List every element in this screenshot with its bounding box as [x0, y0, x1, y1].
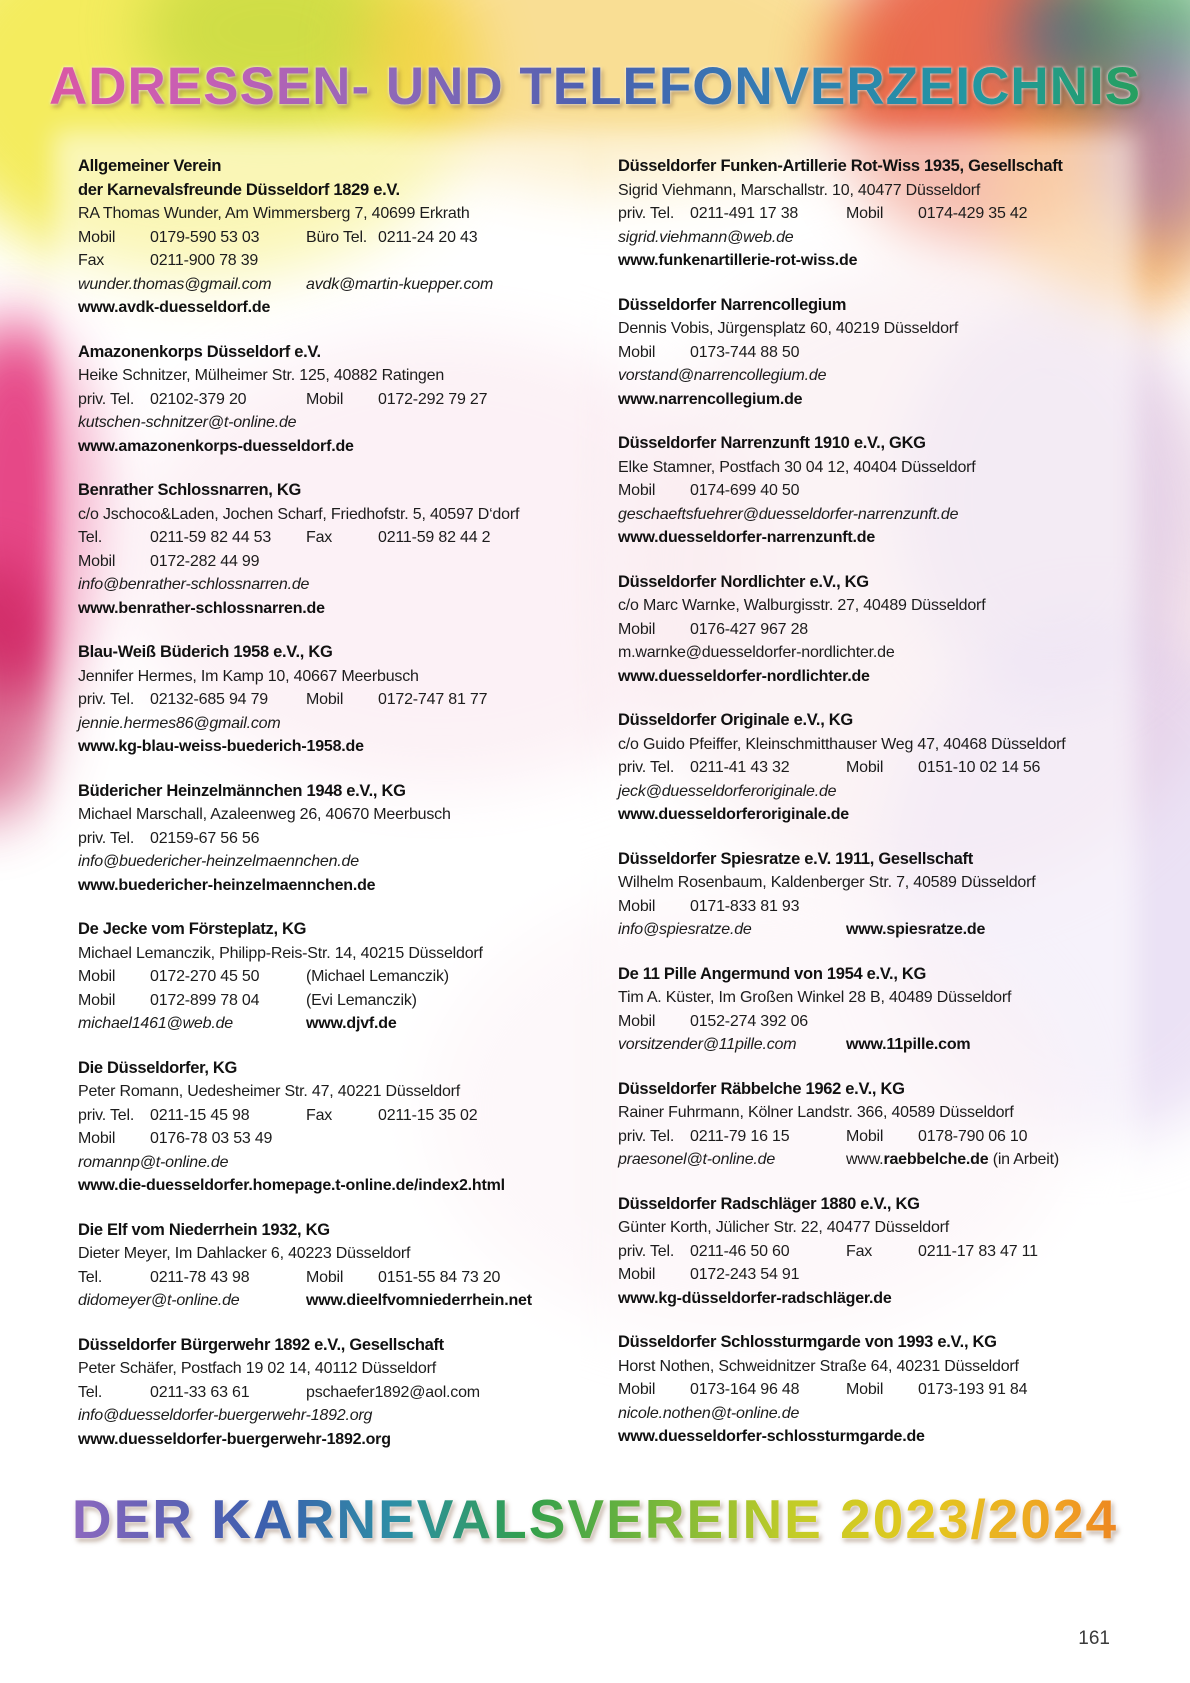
text-segment: Mobil	[846, 759, 884, 776]
entry-line	[618, 503, 1113, 527]
entry-line	[78, 874, 573, 898]
entry-line	[78, 273, 573, 297]
entry-line	[78, 989, 573, 1013]
entry-line	[618, 179, 1113, 203]
text-segment: priv. Tel.	[618, 1242, 675, 1260]
text-segment: 0179-590 53 03	[150, 228, 260, 246]
text-segment: Tel.	[78, 1383, 103, 1401]
website-text: www.benrather-schlossnarren.de	[78, 599, 325, 617]
text-segment: 0211-59 82 44 53	[150, 529, 272, 546]
entry-line	[78, 249, 573, 273]
text-segment: Mobil	[618, 343, 656, 361]
column-left	[78, 155, 573, 1472]
footer-title: DER KARNEVALSVEREINE 2023/2024	[0, 1487, 1190, 1551]
text-segment: c/o Marc Warnke, Walburgisstr. 27, 40489 Düsseldorf	[618, 597, 986, 614]
entry-line	[618, 249, 1113, 273]
website-text: www.raebbelche.de (in Arbeit)	[846, 1151, 1059, 1168]
website-text: www.duesseldorfer-buergerwehr-1892.org	[78, 1430, 391, 1448]
website-text: www.dieelfvomniederrhein.net	[306, 1292, 532, 1309]
text-segment: Fax	[306, 1106, 333, 1124]
text-segment: Tim A. Küster, Im Großen Winkel 28 B, 40489 Düsseldorf	[618, 989, 1012, 1006]
email-text: nicole.nothen@t-online.de	[618, 1404, 800, 1422]
text-segment: 0176-427 967 28	[690, 620, 809, 638]
text-segment: Büro Tel.	[306, 228, 368, 246]
text-segment: 0172-243 54 91	[690, 1266, 800, 1283]
entry-name: Düsseldorfer Originale e.V., KG	[618, 711, 853, 729]
entry-line	[78, 597, 573, 621]
text-segment: 0173-744 88 50	[690, 343, 800, 361]
entry-line	[618, 1148, 1113, 1172]
entry-line	[78, 526, 573, 550]
text-segment: Mobil	[846, 1381, 884, 1398]
text-segment: Mobil	[846, 205, 884, 222]
text-segment: Dieter Meyer, Im Dahlacker 6, 40223 Düsseldorf	[78, 1245, 411, 1262]
text-segment: Michael Lemanczik, Philipp-Reis-Str. 14, 40215 Düsseldorf	[78, 944, 483, 962]
text-segment: pschaefer1892@aol.com	[306, 1383, 480, 1401]
directory-entry	[78, 1334, 573, 1452]
entry-line	[78, 1404, 573, 1428]
text-segment: 0151-55 84 73 20	[378, 1268, 501, 1286]
text-segment: 0173-193 91 84	[918, 1381, 1028, 1398]
text-segment: 0211-46 50 60	[690, 1242, 790, 1260]
entry-line	[618, 1378, 1113, 1402]
entry-line	[618, 986, 1113, 1010]
website-text: www.avdk-duesseldorf.de	[78, 299, 271, 316]
text-segment: Mobil	[618, 1012, 656, 1030]
entry-line	[78, 296, 573, 320]
text-segment: 0171-833 81 93	[690, 897, 800, 915]
text-segment: 0172-899 78 04	[150, 991, 260, 1009]
entry-name: Düsseldorfer Radschläger 1880 e.V., KG	[618, 1194, 920, 1213]
text-segment: Sigrid Viehmann, Marschallstr. 10, 40477 Düsseldorf	[618, 181, 981, 199]
entry-line	[618, 1125, 1113, 1149]
website-text: www.11pille.com	[846, 1036, 971, 1053]
entry-line	[618, 1101, 1113, 1125]
text-segment: Mobil	[306, 390, 344, 408]
entry-line	[78, 1080, 573, 1104]
text-segment: 02159-67 56 56	[150, 829, 260, 847]
entry-line	[78, 1428, 573, 1452]
entry-line	[78, 803, 573, 827]
text-segment: Mobil	[618, 1266, 656, 1283]
entry-line	[78, 364, 573, 388]
email-text: michael1461@web.de	[78, 1015, 233, 1032]
directory-entry	[78, 918, 573, 1036]
text-segment: 0211-33 63 61	[150, 1383, 250, 1401]
directory-entry	[78, 780, 573, 898]
text-segment: Peter Romann, Uedesheimer Str. 47, 40221 Düsseldorf	[78, 1083, 461, 1100]
directory-entry	[78, 155, 573, 320]
email-text: jeck@duesseldorferoriginale.de	[618, 782, 837, 800]
text-segment: 0211-17 83 47 11	[918, 1242, 1038, 1260]
text-segment: 0151-10 02 14 56	[918, 759, 1041, 776]
entry-line	[78, 202, 573, 226]
entry-line	[618, 1402, 1113, 1426]
entry-name: der Karnevalsfreunde Düsseldorf 1829 e.V.	[78, 180, 400, 199]
text-segment: 0152-274 392 06	[690, 1012, 809, 1030]
entry-name: Düsseldorfer Spiesratze e.V. 1911, Gesellschaft	[618, 849, 973, 868]
email-text: avdk@martin-kuepper.com	[306, 275, 494, 293]
text-segment: Jennifer Hermes, Im Kamp 10, 40667 Meerbusch	[78, 667, 419, 685]
entry-name: Amazonenkorps Düsseldorf e.V.	[78, 342, 321, 361]
text-segment: Mobil	[78, 968, 116, 985]
email-text: didomeyer@t-online.de	[78, 1292, 240, 1309]
entry-line	[618, 1263, 1113, 1287]
text-segment: 0178-790 06 10	[918, 1127, 1028, 1145]
website-text: www.kg-blau-weiss-buederich-1958.de	[78, 738, 364, 755]
text-segment: 02102-379 20	[150, 390, 247, 408]
text-segment: 0211-15 35 02	[378, 1106, 478, 1124]
text-segment: 0211-59 82 44 2	[378, 529, 491, 546]
entry-line	[78, 1242, 573, 1266]
email-text: info@spiesratze.de	[618, 921, 752, 938]
entry-line	[78, 411, 573, 435]
text-segment: 0211-78 43 98	[150, 1268, 250, 1286]
text-segment: Mobil	[306, 691, 344, 708]
email-text: wunder.thomas@gmail.com	[78, 275, 272, 293]
text-segment: priv. Tel.	[618, 759, 675, 776]
text-segment: Peter Schäfer, Postfach 19 02 14, 40112 Düsseldorf	[78, 1360, 436, 1377]
text-segment: 0211-900 78 39	[150, 252, 259, 269]
entry-name: Allgemeiner Verein	[78, 157, 222, 175]
directory-entry	[618, 571, 1113, 689]
directory-entry	[78, 1219, 573, 1313]
entry-name: De Jecke vom Försteplatz, KG	[78, 920, 307, 938]
text-segment: 0174-429 35 42	[918, 205, 1028, 222]
entry-line	[78, 1357, 573, 1381]
entry-line	[618, 1355, 1113, 1379]
text-segment: 0211-79 16 15	[690, 1127, 790, 1145]
text-segment: Elke Stamner, Postfach 30 04 12, 40404 Düsseldorf	[618, 458, 976, 476]
text-segment: Dennis Vobis, Jürgensplatz 60, 40219 Düsseldorf	[618, 320, 959, 337]
entry-name: Die Elf vom Niederrhein 1932, KG	[78, 1220, 330, 1239]
email-text: sigrid.viehmann@web.de	[618, 228, 794, 246]
website-text: www.duesseldorfer-nordlichter.de	[618, 667, 870, 685]
entry-name: Blau-Weiß Büderich 1958 e.V., KG	[78, 643, 333, 661]
website-text: www.duesseldorferoriginale.de	[618, 806, 849, 823]
website-text: www.funkenartillerie-rot-wiss.de	[618, 252, 858, 269]
text-segment: 0176-78 03 53 49	[150, 1130, 273, 1147]
entry-line	[618, 317, 1113, 341]
text-segment: Michael Marschall, Azaleenweg 26, 40670 Meerbusch	[78, 806, 451, 823]
text-segment: c/o Jschoco&Laden, Jochen Scharf, Friedhofstr. 5, 40597 D‘dorf	[78, 505, 520, 523]
entry-line	[618, 665, 1113, 689]
directory-entry	[618, 1078, 1113, 1172]
text-segment: Mobil	[618, 482, 656, 499]
text-segment: Horst Nothen, Schweidnitzer Straße 64, 40231 Düsseldorf	[618, 1357, 1019, 1375]
text-segment: 02132-685 94 79	[150, 691, 269, 708]
text-segment: Mobil	[618, 620, 656, 638]
email-text: info@buedericher-heinzelmaennchen.de	[78, 853, 359, 870]
website-text: www.spiesratze.de	[846, 921, 986, 938]
text-segment: Rainer Fuhrmann, Kölner Landstr. 366, 40589 Düsseldorf	[618, 1104, 1014, 1121]
text-segment: Mobil	[306, 1268, 344, 1286]
entry-name: De 11 Pille Angermund von 1954 e.V., KG	[618, 964, 927, 983]
entry-line	[618, 871, 1113, 895]
entry-line	[78, 712, 573, 736]
directory-entry	[618, 294, 1113, 412]
text-segment: Mobil	[846, 1127, 884, 1145]
text-segment: (Evi Lemanczik)	[306, 991, 417, 1009]
entry-line	[78, 1174, 573, 1198]
entry-line	[78, 388, 573, 412]
entry-line	[618, 1425, 1113, 1449]
text-segment: Mobil	[618, 897, 656, 915]
entry-line	[618, 594, 1113, 618]
text-segment: 0174-699 40 50	[690, 482, 800, 499]
text-segment: priv. Tel.	[78, 691, 135, 708]
directory-entry	[618, 155, 1113, 273]
email-text: vorstand@narrencollegium.de	[618, 367, 827, 384]
entry-line	[618, 526, 1113, 550]
entry-name: Düsseldorfer Räbbelche 1962 e.V., KG	[618, 1079, 905, 1098]
text-segment: Heike Schnitzer, Mülheimer Str. 125, 40882 Ratingen	[78, 367, 445, 384]
text-segment: 0211-41 43 32	[690, 759, 790, 776]
entry-line	[618, 1240, 1113, 1264]
entry-line	[618, 618, 1113, 642]
text-segment: 0172-747 81 77	[378, 691, 488, 708]
entry-name: Düsseldorfer Funken-Artillerie Rot-Wiss 1935, Gesellschaft	[618, 157, 1063, 175]
entry-line	[78, 850, 573, 874]
entry-line	[78, 1381, 573, 1405]
text-segment: priv. Tel.	[618, 205, 675, 222]
entry-line	[618, 895, 1113, 919]
directory-entry	[618, 848, 1113, 942]
website-text: www.buedericher-heinzelmaennchen.de	[78, 876, 376, 894]
text-segment: Fax	[78, 252, 105, 269]
text-segment: 0211-15 45 98	[150, 1106, 250, 1124]
entry-line	[618, 756, 1113, 780]
entry-line	[618, 1033, 1113, 1057]
entry-line	[78, 942, 573, 966]
entry-name: Die Düsseldorfer, KG	[78, 1058, 238, 1077]
website-text: www.duesseldorfer-narrenzunft.de	[618, 529, 876, 546]
entry-line	[618, 1287, 1113, 1311]
email-text: praesonel@t-online.de	[618, 1151, 776, 1168]
website-text: www.die-duesseldorfer.homepage.t-online.de/index2.html	[78, 1177, 505, 1194]
directory-entry	[618, 709, 1113, 827]
entry-line	[618, 456, 1113, 480]
directory-entry	[78, 479, 573, 620]
text-segment: Mobil	[78, 552, 116, 570]
entry-name: Düsseldorfer Nordlichter e.V., KG	[618, 572, 869, 591]
text-segment: priv. Tel.	[78, 1106, 135, 1124]
directory-entry	[78, 641, 573, 759]
entry-line	[618, 803, 1113, 827]
entry-line	[78, 1266, 573, 1290]
entry-name: Düsseldorfer Schlossturmgarde von 1993 e.V., KG	[618, 1333, 997, 1351]
entry-line	[78, 1127, 573, 1151]
entry-line	[78, 827, 573, 851]
text-segment: priv. Tel.	[78, 829, 135, 847]
entry-name: Düsseldorfer Narrenzunft 1910 e.V., GKG	[618, 434, 926, 452]
directory-entry	[78, 341, 573, 459]
entry-line	[618, 479, 1113, 503]
directory-entry	[618, 1331, 1113, 1449]
directory-entry	[618, 1193, 1113, 1311]
entry-line	[78, 573, 573, 597]
entry-line	[618, 641, 1113, 665]
text-segment: 0211-24 20 43	[378, 228, 478, 246]
page-number: 161	[1078, 1628, 1110, 1649]
email-text: info@benrather-schlossnarren.de	[78, 576, 310, 593]
column-right	[618, 155, 1113, 1472]
text-segment: m.warnke@duesseldorfer-nordlichter.de	[618, 644, 895, 661]
email-text: info@duesseldorfer-buergerwehr-1892.org	[78, 1407, 373, 1424]
entry-line	[78, 665, 573, 689]
text-segment: RA Thomas Wunder, Am Wimmersberg 7, 40699 Erkrath	[78, 205, 470, 222]
text-segment: 0211-491 17 38	[690, 205, 799, 222]
text-segment: Fax	[306, 529, 333, 546]
entry-line	[78, 965, 573, 989]
directory-entry	[618, 963, 1113, 1057]
entry-line	[618, 226, 1113, 250]
text-segment: priv. Tel.	[618, 1127, 675, 1145]
entry-name: Düsseldorfer Narrencollegium	[618, 295, 847, 314]
text-segment: Fax	[846, 1242, 873, 1260]
entry-line	[618, 202, 1113, 226]
entry-line	[618, 733, 1113, 757]
text-segment: priv. Tel.	[78, 390, 135, 408]
text-segment: 0173-164 96 48	[690, 1381, 800, 1398]
entry-line	[618, 388, 1113, 412]
entry-line	[78, 503, 573, 527]
entry-line	[618, 780, 1113, 804]
entry-line	[78, 435, 573, 459]
website-text: www.amazonenkorps-duesseldorf.de	[78, 437, 354, 455]
email-text: vorsitzender@11pille.com	[618, 1036, 797, 1053]
entry-line	[618, 1010, 1113, 1034]
entry-line	[618, 1216, 1113, 1240]
entry-line	[78, 735, 573, 759]
entry-name: Büdericher Heinzelmännchen 1948 e.V., KG	[78, 781, 406, 800]
text-segment: Günter Korth, Jülicher Str. 22, 40477 Düsseldorf	[618, 1219, 950, 1236]
website-text: www.djvf.de	[306, 1015, 397, 1032]
website-text: www.kg-düsseldorfer-radschläger.de	[618, 1289, 892, 1307]
email-text: geschaeftsfuehrer@duesseldorfer-narrenzunft.de	[618, 505, 959, 523]
email-text: kutschen-schnitzer@t-online.de	[78, 414, 297, 431]
directory-entry	[618, 432, 1113, 550]
entry-line	[78, 550, 573, 574]
website-text: www.duesseldorfer-schlossturmgarde.de	[618, 1428, 925, 1445]
text-segment: 0172-282 44 99	[150, 552, 260, 570]
entry-line	[618, 341, 1113, 365]
directory-entry	[78, 1057, 573, 1198]
email-text: jennie.hermes86@gmail.com	[78, 714, 281, 732]
entry-name: Düsseldorfer Bürgerwehr 1892 e.V., Gesellschaft	[78, 1335, 444, 1354]
entry-line	[618, 364, 1113, 388]
text-segment: Wilhelm Rosenbaum, Kaldenberger Str. 7, 40589 Düsseldorf	[618, 874, 1036, 891]
email-text: romannp@t-online.de	[78, 1153, 229, 1171]
text-segment: c/o Guido Pfeiffer, Kleinschmitthauser Weg 47, 40468 Düsseldorf	[618, 735, 1066, 753]
entry-line	[78, 1151, 573, 1175]
entry-line	[78, 688, 573, 712]
text-segment: Tel.	[78, 529, 103, 546]
text-segment: (Michael Lemanczik)	[306, 968, 449, 985]
entry-name: Benrather Schlossnarren, KG	[78, 481, 301, 499]
text-segment: Mobil	[78, 991, 116, 1009]
website-text: www.narrencollegium.de	[618, 390, 803, 408]
entry-line	[78, 1104, 573, 1128]
page-title: ADRESSEN- UND TELEFONVERZEICHNIS	[0, 56, 1190, 117]
entry-line	[78, 1289, 573, 1313]
entry-line	[78, 1012, 573, 1036]
text-segment: 0172-270 45 50	[150, 968, 260, 985]
text-segment: Mobil	[78, 1130, 116, 1147]
entry-line	[78, 226, 573, 250]
text-segment: Mobil	[78, 228, 116, 246]
entry-line	[618, 918, 1113, 942]
text-segment: 0172-292 79 27	[378, 390, 488, 408]
text-segment: Mobil	[618, 1381, 656, 1398]
text-segment: Tel.	[78, 1268, 103, 1286]
directory-content	[78, 155, 1113, 1472]
